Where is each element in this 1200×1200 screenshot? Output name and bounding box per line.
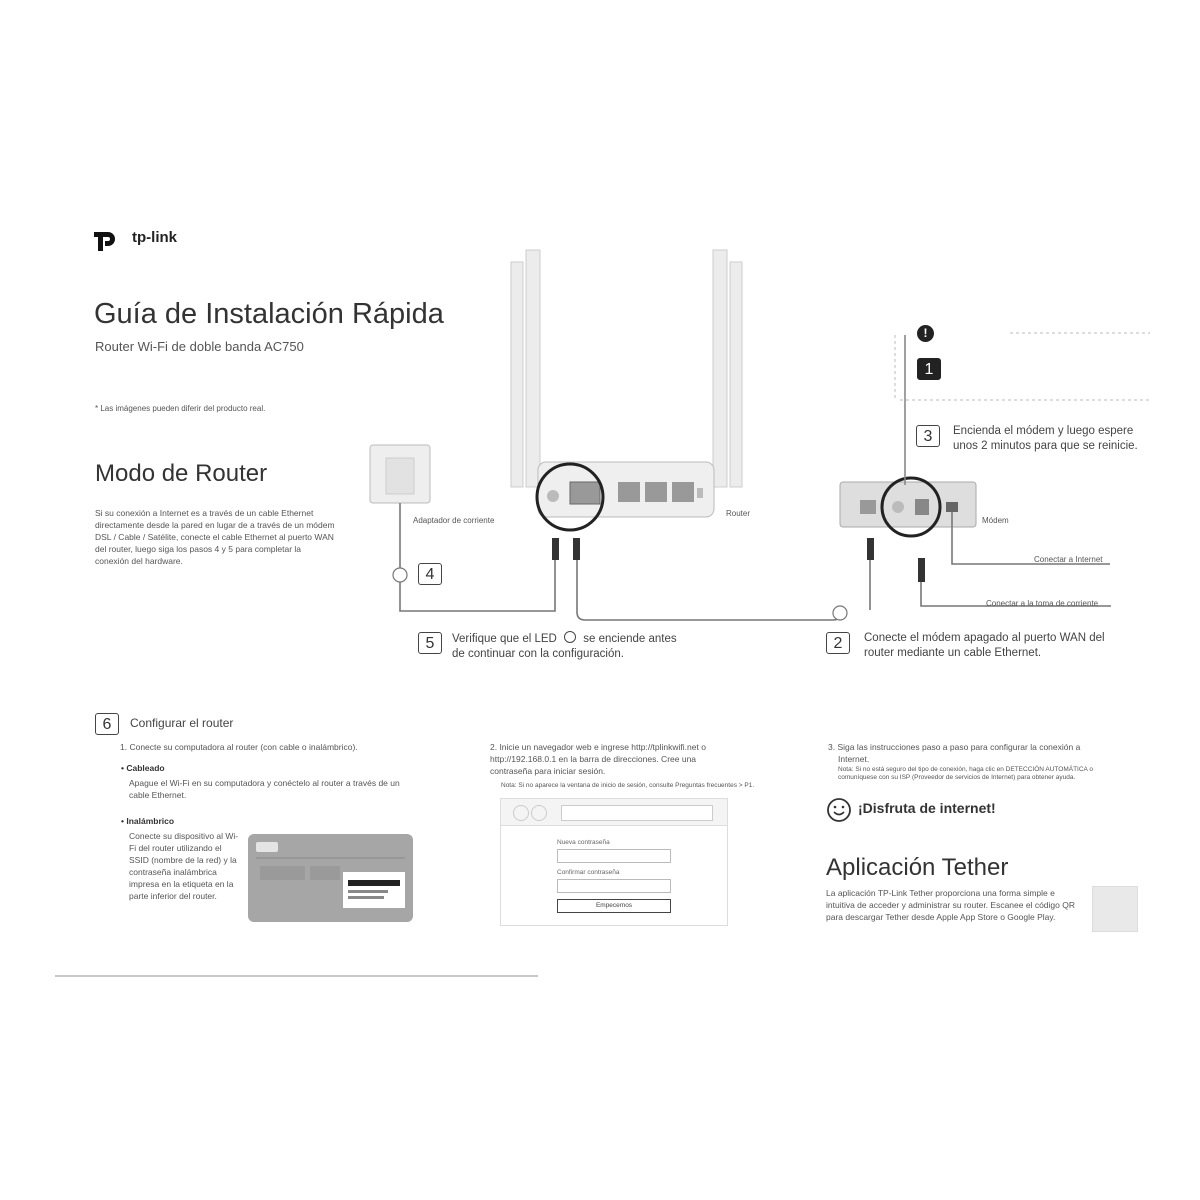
wired-text: Apague el Wi-Fi en su computadora y conéctelo al router a través de un cable Ethernet. [129, 778, 400, 800]
step-3-line2: unos 2 minutos para que se reinicie. [953, 440, 1138, 452]
brand-name: tp-link [132, 228, 177, 246]
browser-mockup [500, 798, 728, 926]
power-led-icon [564, 631, 576, 643]
tether-title: Aplicación Tether [826, 854, 1009, 881]
config-item-1: 1. Conecte su computadora al router (con cable o inalámbrico). [120, 742, 358, 752]
wireless-title: • Inalámbrico [121, 816, 175, 826]
label-sticker-graphic [248, 834, 413, 922]
tether-description: La aplicación TP-Link Tether proporciona una forma simple e intuitiva de acceder y administrar su router. Escanee el código QR para descargar Tether desde Apple App Store o Google Play. [826, 888, 1075, 922]
step-3-line1: Encienda el módem y luego espere [953, 425, 1134, 437]
step-2-line1: Conecte el módem apagado al puerto WAN del [864, 632, 1105, 644]
step-3-badge: 3 [916, 425, 940, 447]
step-2-badge: 2 [826, 632, 850, 654]
back-icon [513, 805, 529, 821]
router-label: Router [726, 509, 751, 518]
config-item-2-line2: http://192.168.0.1 en la barra de direcciones. Cree una [490, 754, 697, 764]
smile-icon [826, 797, 852, 823]
confirm-password-label: Confirmar contraseña [557, 869, 620, 876]
router-icon [537, 462, 714, 530]
alert-icon: ! [917, 325, 934, 342]
config-item-3-line1: 3. Siga las instrucciones paso a paso para configurar la conexión a [828, 742, 1081, 752]
page-title: Guía de Instalación Rápida [94, 298, 444, 330]
step-6-title: Configurar el router [130, 716, 234, 730]
confirm-password-field[interactable] [557, 879, 671, 893]
new-password-field[interactable] [557, 849, 671, 863]
step-3-text [953, 424, 1138, 454]
router-antennas [511, 250, 742, 487]
config-item-2 [490, 741, 706, 777]
step-2-text [864, 631, 1105, 661]
adapter-label: Adaptador de corriente [413, 516, 495, 525]
config-note-3 [838, 766, 1093, 782]
modem-icon [840, 478, 976, 536]
step-5-line2: de continuar con la configuración. [452, 648, 624, 660]
config-note-3-line1: Nota: Si no está seguro del tipo de conexión, haga clic en DETECCIÓN AUTOMÁTICA o [838, 766, 1093, 773]
wireless-text: Conecte su dispositivo al Wi-Fi del router utilizando el SSID (nombre de la red) y la contraseña inalámbrica impresa en la etiqueta en la parte inferior del router. [129, 831, 239, 901]
browser-toolbar [501, 799, 727, 826]
config-item-2-line1: 2. Inicie un navegador web e ingrese http://tplinkwifi.net o [490, 742, 706, 752]
step-2-line2: router mediante un cable Ethernet. [864, 647, 1042, 659]
modem-label: Módem [982, 516, 1009, 525]
new-password-label: Nueva contraseña [557, 839, 610, 846]
step-5-line1: Verifique que el LED [452, 633, 557, 645]
config-item-2-line3: contraseña para iniciar sesión. [490, 766, 606, 776]
step-5-line1b: se enciende antes [583, 633, 677, 645]
connect-outlet-label: Conectar a la toma de corriente [986, 599, 1099, 608]
step-4-badge: 4 [418, 563, 442, 585]
wired-title: • Cableado [121, 763, 165, 773]
step-5-text [452, 631, 677, 662]
config-item-3 [828, 741, 1080, 765]
qr-code-icon [1092, 886, 1138, 932]
config-item-3-line2: Internet. [838, 754, 870, 764]
start-button[interactable]: Empecemos [557, 899, 671, 913]
address-bar[interactable] [561, 805, 713, 821]
connect-internet-label: Conectar a Internet [1034, 555, 1103, 564]
config-note-2: Nota: Si no aparece la ventana de inicio de sesión, consulte Preguntas frecuentes > P1. [501, 782, 755, 789]
step-5-badge: 5 [418, 632, 442, 654]
forward-icon [531, 805, 547, 821]
disclaimer: * Las imágenes pueden diferir del producto real. [95, 404, 266, 413]
step-1-badge: 1 [917, 358, 941, 380]
config-note-3-line2: comuníquese con su ISP (Proveedor de servicios de Internet) para obtener ayuda. [838, 774, 1076, 781]
page-subtitle: Router Wi-Fi de doble banda AC750 [95, 339, 304, 354]
enjoy-internet-text: ¡Disfruta de internet! [858, 800, 996, 816]
router-mode-description: Si su conexión a Internet es a través de un cable Ethernet directamente desde la pared en lugar de a través de un módem DSL / Cable / Satélite, conecte el cable Ethernet al puerto WAN del router, luego siga los pasos 4 y 5 para completar la conexión del hardware. [95, 508, 335, 566]
router-label-sticker [248, 834, 413, 922]
divider [55, 975, 538, 977]
router-mode-title: Modo de Router [95, 460, 268, 487]
step-6-badge: 6 [95, 713, 119, 735]
